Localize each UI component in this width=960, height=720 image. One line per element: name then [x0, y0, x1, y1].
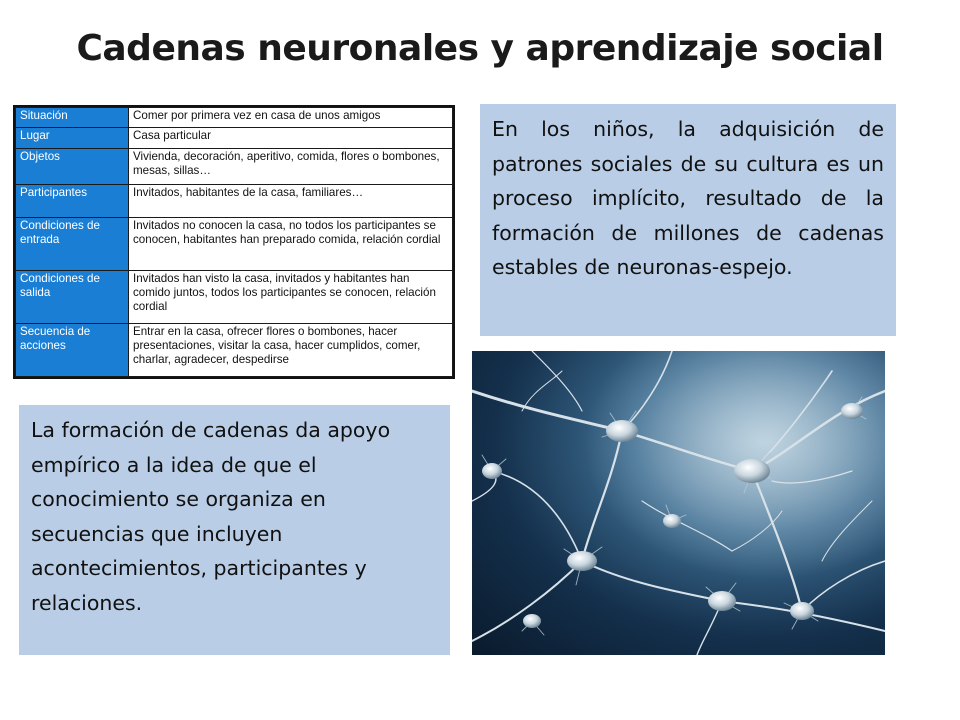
table-row — [16, 185, 453, 218]
row-value: Invitados han visto la casa, invitados y habitantes han comido juntos, todos los participantes se conocen, relación cordial — [129, 271, 453, 324]
neuron-network-illustration-icon — [472, 351, 885, 655]
row-value: Entrar en la casa, ofrecer flores o bombones, hacer presentaciones, visitar la casa, hacer cumplidos, comer, charlar, agradecer, despedirse — [129, 323, 453, 376]
row-label: Participantes — [16, 185, 129, 218]
row-label: Secuencia de acciones — [16, 323, 129, 376]
knowledge-sequences-note: La formación de cadenas da apoyo empírico a la idea de que el conocimiento se organiza en secuencias que incluyen acontecimientos, participantes y relaciones. — [19, 405, 450, 655]
slide-title: Cadenas neuronales y aprendizaje social — [76, 28, 884, 69]
row-value: Casa particular — [129, 128, 453, 148]
table-row — [16, 148, 453, 185]
row-label: Condiciones de entrada — [16, 218, 129, 271]
row-value: Vivienda, decoración, aperitivo, comida, flores o bombones, mesas, sillas… — [129, 148, 453, 185]
row-label: Lugar — [16, 128, 129, 148]
table-row — [16, 323, 453, 376]
row-value: Comer por primera vez en casa de unos amigos — [129, 108, 453, 128]
row-value: Invitados, habitantes de la casa, familiares… — [129, 185, 453, 218]
table-row — [16, 128, 453, 148]
script-table — [15, 107, 453, 377]
row-value: Invitados no conocen la casa, no todos los participantes se conocen, habitantes han preparado comida, relación cordial — [129, 218, 453, 271]
mirror-neurons-note: En los niños, la adquisición de patrones sociales de su cultura es un proceso implícito, resultado de la formación de millones de cadenas estables de neuronas-espejo. — [480, 104, 896, 336]
table-row — [16, 108, 453, 128]
table-row — [16, 218, 453, 271]
table-row — [16, 271, 453, 324]
scenario-table — [13, 105, 455, 379]
row-label: Condiciones de salida — [16, 271, 129, 324]
row-label: Situación — [16, 108, 129, 128]
row-label: Objetos — [16, 148, 129, 185]
